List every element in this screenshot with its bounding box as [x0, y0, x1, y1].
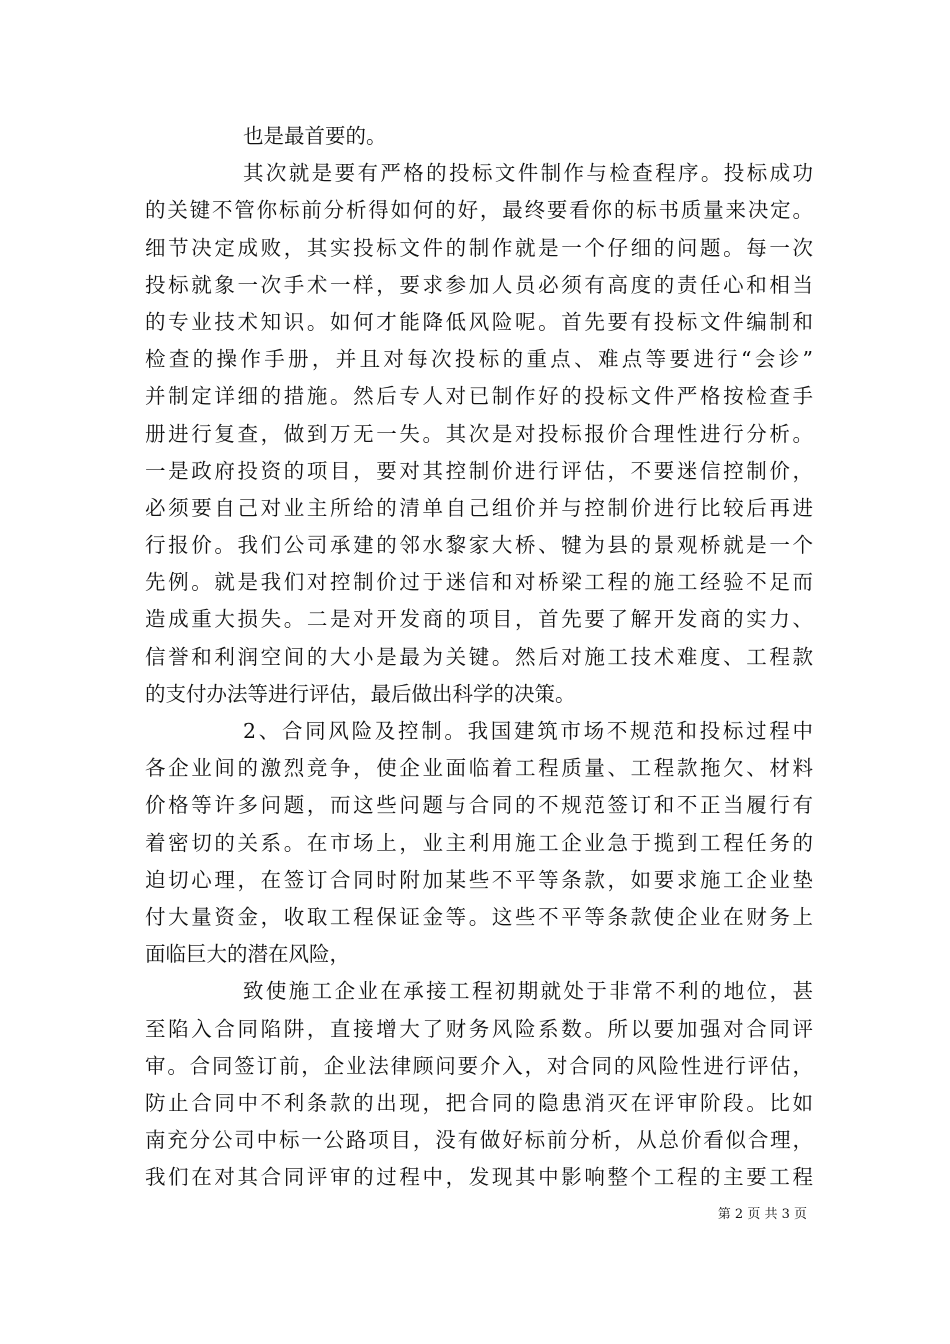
text-line-10: 一是政府投资的项目，要对其控制价进行评估，不要迷信控制价， — [145, 458, 813, 483]
document-body — [145, 118, 813, 1196]
text-line-18: 各企业间的激烈竞争，使企业面临着工程质量、工程款拖欠、材料 — [145, 756, 813, 781]
text-line-4: 细节决定成败，其实投标文件的制作就是一个仔细的问题。每一次 — [145, 235, 813, 260]
text-line-21: 迫切心理，在签订合同时附加某些不平等条款，如要求施工企业垫 — [145, 867, 813, 892]
text-line-28: 南充分公司中标一公路项目，没有做好标前分析，从总价看似合理， — [145, 1128, 813, 1153]
text-line-6: 的专业技术知识。如何才能降低风险呢。首先要有投标文件编制和 — [145, 309, 813, 334]
text-line-19: 价格等许多问题，而这些问题与合同的不规范签订和不正当履行有 — [145, 793, 813, 818]
text-line-13: 先例。就是我们对控制价过于迷信和对桥梁工程的施工经验不足而 — [145, 570, 813, 595]
page-number-footer: 第 2 页 共 3 页 — [717, 1207, 807, 1222]
text-line-9: 册进行复查，做到万无一失。其次是对投标报价合理性进行分析。 — [145, 421, 813, 446]
text-line-24: 致使施工企业在承接工程初期就处于非常不利的地位，甚 — [243, 979, 813, 1004]
text-line-23: 面临巨大的潜在风险， — [145, 942, 350, 967]
text-line-14: 造成重大损失。二是对开发商的项目，首先要了解开发商的实力、 — [145, 607, 813, 632]
text-line-22: 付大量资金，收取工程保证金等。这些不平等条款使企业在财务上 — [145, 904, 813, 929]
text-line-7: 检查的操作手册，并且对每次投标的重点、难点等要进行“会诊” — [145, 347, 813, 372]
text-line-25: 至陷入合同陷阱，直接增大了财务风险系数。所以要加强对合同评 — [145, 1016, 813, 1041]
text-line-12: 行报价。我们公司承建的邻水黎家大桥、犍为县的景观桥就是一个 — [145, 533, 813, 558]
text-line-29: 我们在对其合同评审的过程中，发现其中影响整个工程的主要工程 — [145, 1165, 813, 1190]
text-line-11: 必须要自己对业主所给的清单自己组价并与控制价进行比较后再进 — [145, 495, 813, 520]
text-line-8: 并制定详细的措施。然后专人对已制作好的投标文件严格按检查手 — [145, 384, 813, 409]
text-line-1: 也是最首要的。 — [243, 124, 387, 148]
text-line-17: 2、合同风险及控制。我国建筑市场不规范和投标过程中 — [243, 719, 813, 743]
text-line-3: 的关键不管你标前分析得如何的好，最终要看你的标书质量来决定。 — [145, 198, 813, 223]
text-line-5: 投标就象一次手术一样，要求参加人员必须有高度的责任心和相当 — [145, 272, 813, 297]
text-line-27: 防止合同中不利条款的出现，把合同的隐患消灭在评审阶段。比如 — [145, 1090, 813, 1115]
text-line-15: 信誉和利润空间的大小是最为关键。然后对施工技术难度、工程款 — [145, 644, 813, 669]
text-line-16: 的支付办法等进行评估，最后做出科学的决策。 — [145, 681, 576, 706]
text-line-2: 其次就是要有严格的投标文件制作与检查程序。投标成功 — [243, 161, 813, 186]
text-line-20: 着密切的关系。在市场上，业主利用施工企业急于揽到工程任务的 — [145, 830, 813, 855]
text-line-26: 审。合同签订前，企业法律顾问要介入，对合同的风险性进行评估， — [145, 1053, 813, 1078]
